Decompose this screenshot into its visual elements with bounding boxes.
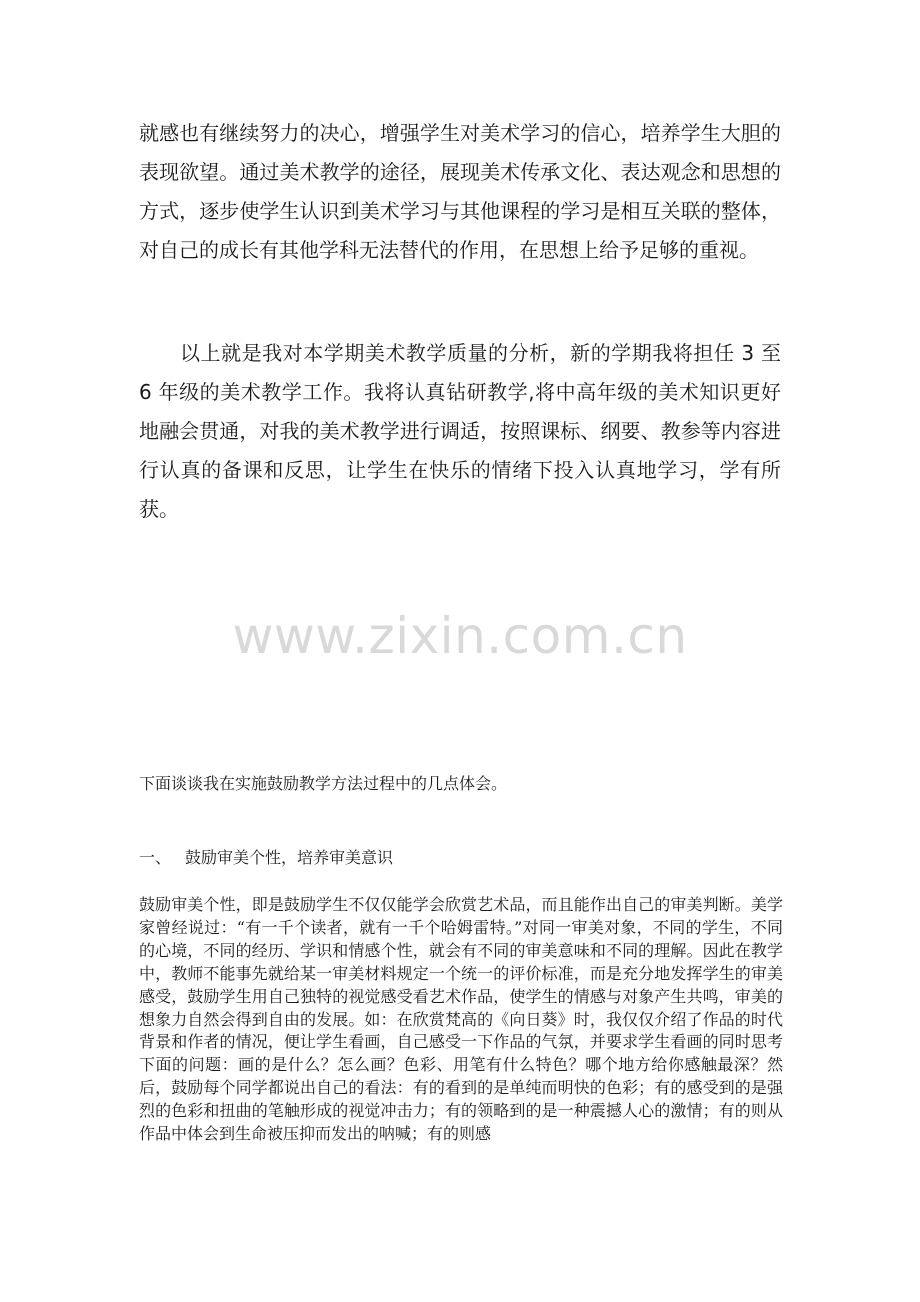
- section-heading: [139, 847, 393, 869]
- section-body-paragraph: 鼓励审美个性，即是鼓励学生不仅仅能学会欣赏艺术品，而且能作出自己的审美判断。美学家曾经说过：“有一千个读者，就有一千个哈姆雷特。”对同一审美对象，不同的学生，不同的心境，不同的经历、学识和情感个性，就会有不同的审美意味和不同的理解。因此在教学中，教师不能事先就给某一审美材料规定一个统一的评价标准，而是充分地发挥学生的审美感受，鼓励学生用自己独特的视觉感受看艺术作品，使学生的情感与对象产生共鸣，审美的想象力自然会得到自由的发展。如：在欣赏梵高的《向日葵》时，我仅仅介绍了作品的时代背景和作者的情况，便让学生看画，自己感受一下作品的气氛，并要求学生看画的同时思考下面的问题：画的是什么？怎么画？色彩、用笔有什么特色？哪个地方给你感触最深？然后，鼓励每个同学都说出自己的看法：有的看到的是单纯而明快的色彩；有的感受到的是强烈的色彩和扭曲的笔触形成的视觉冲击力；有的领略到的是一种震撼人心的激情；有的则从作品中体会到生命被压抑而发出的呐喊；有的则感: [139, 895, 783, 1144]
- paragraph-analysis-conclusion: 就感也有继续努力的决心，增强学生对美术学习的信心，培养学生大胆的表现欲望。通过美术教学的途径，展现美术传承文化、表达观念和思想的方式，逐步使学生认识到美术学习与其他课程的学习是相互关联的整体，对自己的成长有其他学科无法替代的作用，在思想上给予足够的重视。: [139, 121, 781, 262]
- section-title: 鼓励审美个性，培养审美意识: [185, 848, 394, 867]
- watermark-text: www.zixin.com.cn: [232, 607, 688, 665]
- intro-sentence: 下面谈谈我在实施鼓励教学方法过程中的几点体会。: [139, 774, 508, 793]
- section-number: 一、: [139, 848, 172, 867]
- paragraph-next-semester-plan: 以上就是我对本学期美术教学质量的分析，新的学期我将担任 3 至 6 年级的美术教学工作。我将认真钻研教学,将中高年级的美术知识更好地融会贯通，对我的美术教学进行调适，按照课标、纲要、教参等内容进行认真的备课和反思，让学生在快乐的情绪下投入认真地学习，学有所获。: [139, 341, 781, 521]
